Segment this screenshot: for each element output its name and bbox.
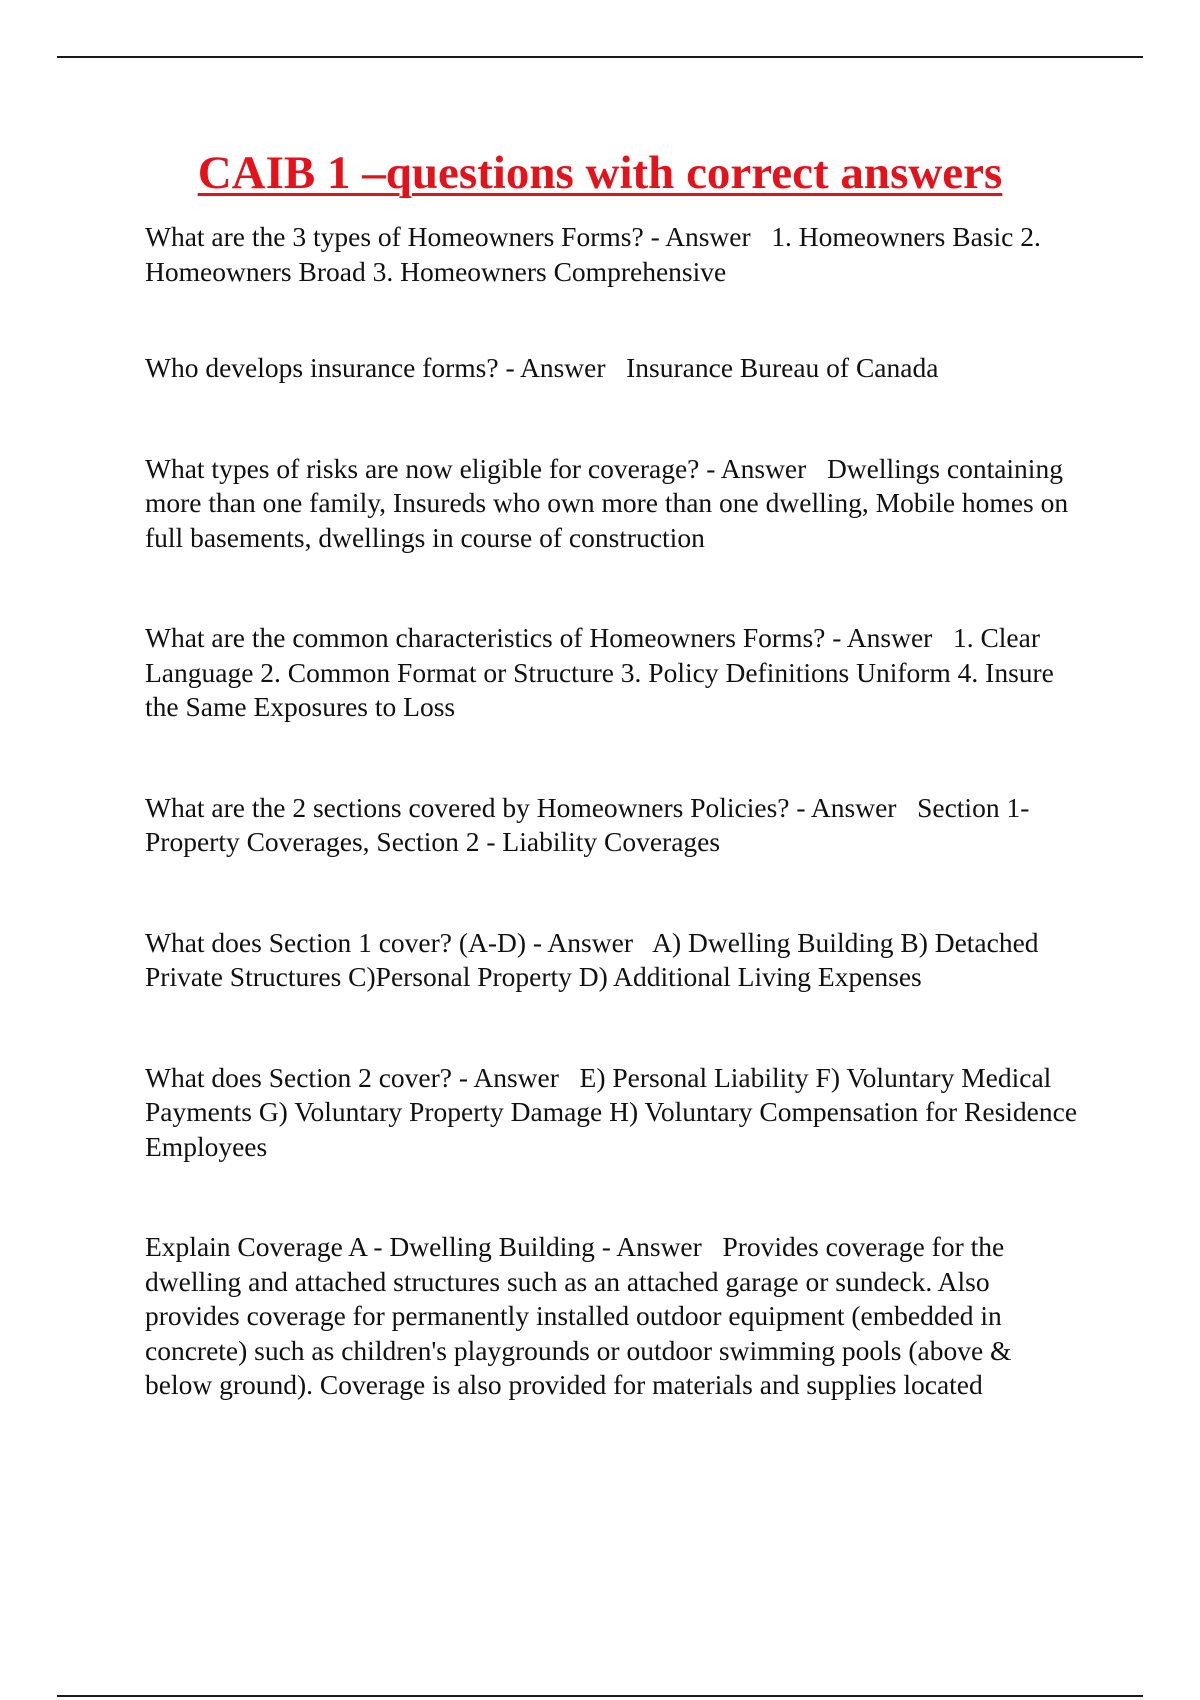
question-text: What types of risks are now eligible for coverage? [145, 452, 700, 484]
qa-item [145, 1061, 1085, 1165]
question-text: What does Section 1 cover? (A-D) [145, 926, 527, 958]
top-rule [57, 56, 1143, 58]
qa-item [145, 791, 1085, 860]
document-title: CAIB 1 –questions with correct answers [197, 147, 1003, 199]
question-text: What are the 2 sections covered by Homeowners Policies? [145, 791, 790, 823]
qa-list [145, 220, 1085, 1403]
qa-item [145, 351, 1085, 386]
answer-separator: - Answer [706, 452, 807, 484]
answer-text: Dwellings containing more than one family, Insureds who own more than one dwelling, Mobile homes on full basements, dwellings in course of construction [145, 452, 1069, 553]
answer-separator: - Answer [832, 622, 933, 653]
answer-text: Section 1- Property Coverages, Section 2 - Liability Coverages [145, 791, 1030, 857]
qa-item [145, 926, 1085, 995]
answer-separator: - Answer [601, 1231, 702, 1262]
qa-item [145, 1230, 1085, 1403]
answer-text: Insurance Bureau of Canada [626, 352, 939, 383]
question-text: What are the 3 types of Homeowners Forms? [145, 221, 644, 252]
answer-text: A) Dwelling Building B) Detached Private Structures C)Personal Property D) Additional Living Expenses [145, 926, 1039, 992]
qa-item [145, 452, 1085, 556]
bottom-rule [57, 1695, 1143, 1697]
answer-text: E) Personal Liability F) Voluntary Medical Payments G) Voluntary Property Damage H) Voluntary Compensation for Residence Employees [145, 1061, 1078, 1162]
answer-separator: - Answer [650, 221, 751, 252]
question-text: Who develops insurance forms? [145, 352, 499, 383]
question-text: What are the common characteristics of Homeowners Forms? [145, 622, 826, 653]
answer-text: 1. Clear Language 2. Common Format or Structure 3. Policy Definitions Uniform 4. Insure the Same Exposures to Loss [145, 622, 1054, 722]
answer-separator: - Answer [458, 1061, 559, 1093]
question-text: Explain Coverage A - Dwelling Building [145, 1231, 595, 1262]
question-text: What does Section 2 cover? [145, 1061, 452, 1093]
answer-separator: - Answer [532, 926, 633, 958]
answer-text: Provides coverage for the dwelling and attached structures such as an attached garage or sundeck. Also provides coverage for permanently installed outdoor equipment (embedded in concrete) such as children's playgrounds or outdoor swimming pools (above & below ground). Coverage is also provided for materials and supplies located [145, 1231, 1012, 1400]
answer-separator: - Answer [796, 791, 897, 823]
answer-text: 1. Homeowners Basic 2. Homeowners Broad 3. Homeowners Comprehensive [145, 221, 1041, 287]
qa-item [145, 621, 1085, 725]
answer-separator: - Answer [505, 352, 606, 383]
qa-item [145, 220, 1085, 289]
